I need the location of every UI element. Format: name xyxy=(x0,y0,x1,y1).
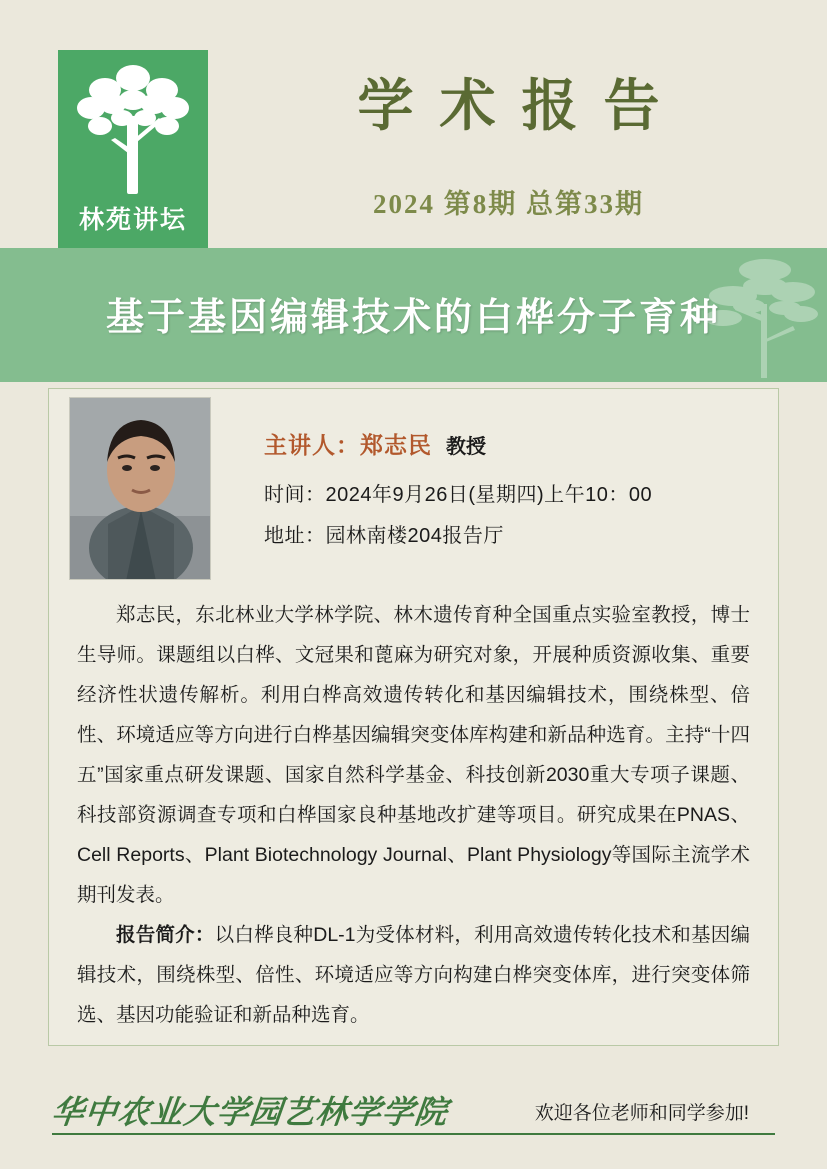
lecture-place: 地址：园林南楼204报告厅 xyxy=(264,525,504,547)
tree-icon xyxy=(67,56,199,201)
speaker-academic-title: 教授 xyxy=(446,436,486,458)
page-title: 学术报告 xyxy=(357,76,686,138)
school-name: 华中农业大学园艺林学学院 xyxy=(49,1094,450,1130)
footer-divider xyxy=(52,1133,775,1135)
abstract-text: 以白桦良种DL-1为受体材料，利用高效遗传转化技术和基因编辑技术，围绕株型、倍性、环境适应等方向构建白桦突变体库，进行突变体筛选、基因功能验证和新品种选育。 xyxy=(77,924,750,1026)
abstract-paragraph xyxy=(77,915,750,1035)
body-text xyxy=(77,595,750,1035)
abstract-label: 报告简介： xyxy=(116,924,215,946)
avatar xyxy=(69,397,211,580)
poster-footer xyxy=(0,1049,827,1169)
lecture-time: 时间：2024年9月26日(星期四)上午10：00 xyxy=(264,484,653,506)
forum-logo xyxy=(58,50,208,250)
speaker-name-line xyxy=(264,427,758,460)
poster-header xyxy=(0,0,827,248)
lecture-title: 基于基因编辑技术的白桦分子育种 xyxy=(105,297,721,339)
bio-paragraph: 郑志民，东北林业大学林学院、林木遗传育种全国重点实验室教授，博士生导师。课题组以白桦、文冠果和蓖麻为研究对象，开展种质资源收集、重要经济性状遗传解析。利用白桦高效遗传转化和基因编辑技术，围绕株型、倍性、环境适应等方向进行白桦基因编辑突变体库构建和新品种选育。主持“十四五”国家重点研发课题、国家自然科学基金、科技创新2030重大专项子课题、科技部资源调查专项和白桦国家良种基地改扩建等项目。研究成果在PNAS、Cell Reports、Plant Biotechnology Journal、Plant Physiology等国际主流学术期刊发表。 xyxy=(77,604,750,906)
speaker-label: 主讲人：郑志民 xyxy=(264,432,432,458)
content-panel xyxy=(48,388,779,1046)
welcome-note: 欢迎各位老师和同学参加! xyxy=(534,1103,749,1124)
issue-subtitle: 2024 第8期 总第33期 xyxy=(373,189,644,219)
speaker-info xyxy=(264,427,758,560)
forum-logo-text: 林苑讲坛 xyxy=(78,207,187,234)
title-banner xyxy=(0,248,827,382)
